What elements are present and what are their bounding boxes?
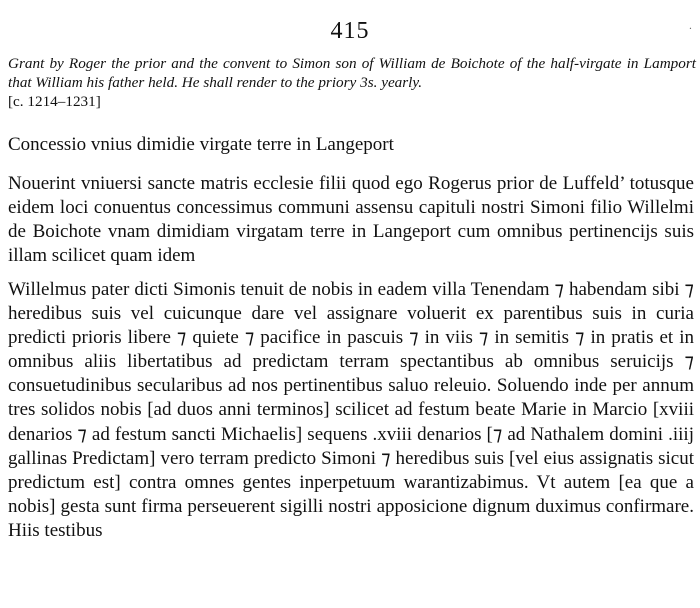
document-number: 415 [330, 18, 370, 44]
document-summary [8, 54, 696, 111]
document-heading: Concessio vnius dimidie virgate terre in Langeport [8, 134, 394, 155]
corner-mark: · [688, 24, 692, 35]
summary-date: [c. 1214–1231] [8, 93, 101, 110]
paragraph-1: Nouerint vniuersi sancte matris ecclesie filii quod ego Rogerus prior de Luffeld’ totusque eidem loci conuentus concessimus communi assensu capituli nostri Simoni filio Willelmi de Boichote vnam dimidiam virgatam terre in Langeport cum omnibus pertinencijs suis illam scilicet quam idem [8, 173, 694, 267]
summary-text: Grant by Roger the prior and the convent to Simon son of William de Boichote of the half-virgate in Lamport that William his father held. He shall render to the priory 3s. yearly. [8, 55, 696, 91]
paragraph-2: Willelmus pater dicti Simonis tenuit de nobis in eadem villa Tenendam ⁊ habendam sibi ⁊ heredibus suis vel cuicunque dare vel assignare voluerit ex parentibus suis in curia predicti prioris libere ⁊ quiete ⁊ pacifice in pascuis ⁊ in viis ⁊ in semitis ⁊ in pratis et in omnibus aliis libertatibus ad predictam terram spectantibus ab omnibus seruicijs ⁊ consuetudinibus secularibus ad nos pertinentibus saluo releuio. Soluendo inde per annum tres solidos nobis [ad duos anni terminos] scilicet ad festum beate Marie in Marcio [xviii denarios ⁊ ad festum sancti Michaelis] sequens .xviii denarios [⁊ ad Nathalem domini .iiij gallinas Predictam] vero terram predicto Simoni ⁊ heredibus suis [vel eius assignatis sicut predictum est] contra omnes gentes inperpetuum warantizabimus. Vt autem [ea que a nobis] gesta sunt firma perseuerent sigilli nostri apposicione dignum duximus confirmare. Hiis testibus [8, 279, 694, 541]
